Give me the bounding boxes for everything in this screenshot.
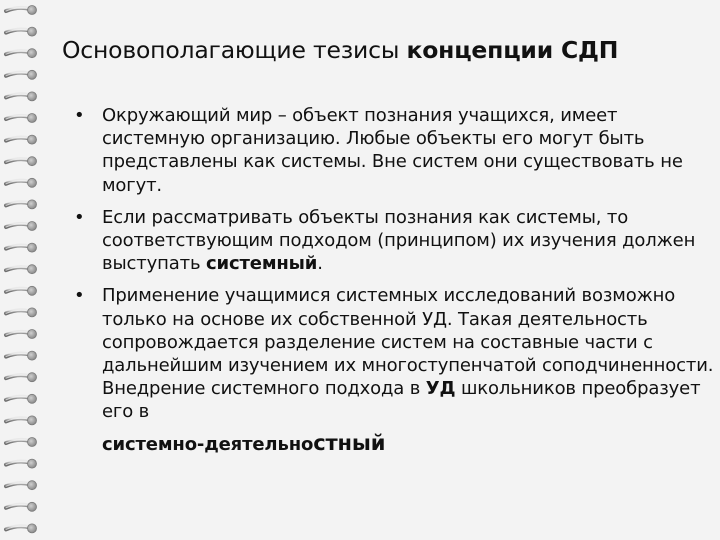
binding-ring — [6, 157, 37, 166]
bullet-item-1 — [74, 104, 714, 197]
binding-ring — [6, 222, 37, 231]
bullet-3-tail: школьников преобразует его в — [102, 378, 701, 423]
bullet-3-bold: УД — [425, 378, 456, 400]
binding-ring — [6, 6, 37, 15]
bullet-item-2 — [74, 206, 714, 276]
binding-ring — [6, 394, 37, 403]
bullet-3-text: Применение учащимися системных исследований возможно только на основе их собственной УД. Такая деятельность сопровождается разделение систем на составные части с дальнейшим изучением их многоступенчатой соподчиненности. Внедрение системного подхода в — [102, 285, 714, 400]
spiral-binding-decoration — [0, 0, 50, 540]
slide-title — [62, 36, 618, 64]
title-bold-text: концепции СДП — [406, 36, 619, 64]
bullet-2-bold: системный — [205, 253, 318, 275]
bullet-1-text: Окружающий мир – объект познания учащихся, имеет системную организацию. Любые объекты его могут быть представлены как системы. Вне систем они существовать не могут. — [102, 105, 683, 196]
bullet-2-tail: . — [317, 253, 323, 275]
binding-ring — [6, 200, 37, 209]
binding-ring — [6, 178, 37, 187]
binding-ring — [6, 438, 37, 447]
binding-ring — [6, 416, 37, 425]
binding-ring — [6, 481, 37, 490]
bullet-3-final-line — [102, 432, 714, 456]
bullet-2-text: Если рассматривать объекты познания как системы, то соответствующим подходом (принципом) их изучения должен выступать — [102, 206, 696, 275]
binding-ring — [6, 502, 37, 511]
binding-ring — [6, 459, 37, 468]
binding-ring — [6, 27, 37, 36]
bullet-dot: • — [74, 285, 85, 307]
bullet-list — [74, 104, 714, 465]
binding-ring — [6, 243, 37, 252]
bullet-dot: • — [74, 105, 85, 126]
binding-ring — [6, 70, 37, 79]
title-normal-text: Основополагающие тезисы — [62, 36, 407, 64]
binding-ring — [6, 330, 37, 339]
bullet-item-3 — [74, 284, 714, 455]
binding-ring — [6, 524, 37, 533]
binding-ring — [6, 114, 37, 123]
binding-ring — [6, 373, 37, 382]
binding-ring — [6, 92, 37, 101]
binding-ring — [6, 49, 37, 58]
bullet-dot: • — [74, 206, 85, 228]
binding-ring — [6, 351, 37, 360]
binding-ring — [6, 308, 37, 317]
binding-ring — [6, 135, 37, 144]
binding-ring — [6, 265, 37, 274]
bullet-3-final-small: системно-деятельно — [102, 433, 314, 455]
bullet-3-final-large: стный — [313, 430, 386, 455]
binding-ring — [6, 286, 37, 295]
